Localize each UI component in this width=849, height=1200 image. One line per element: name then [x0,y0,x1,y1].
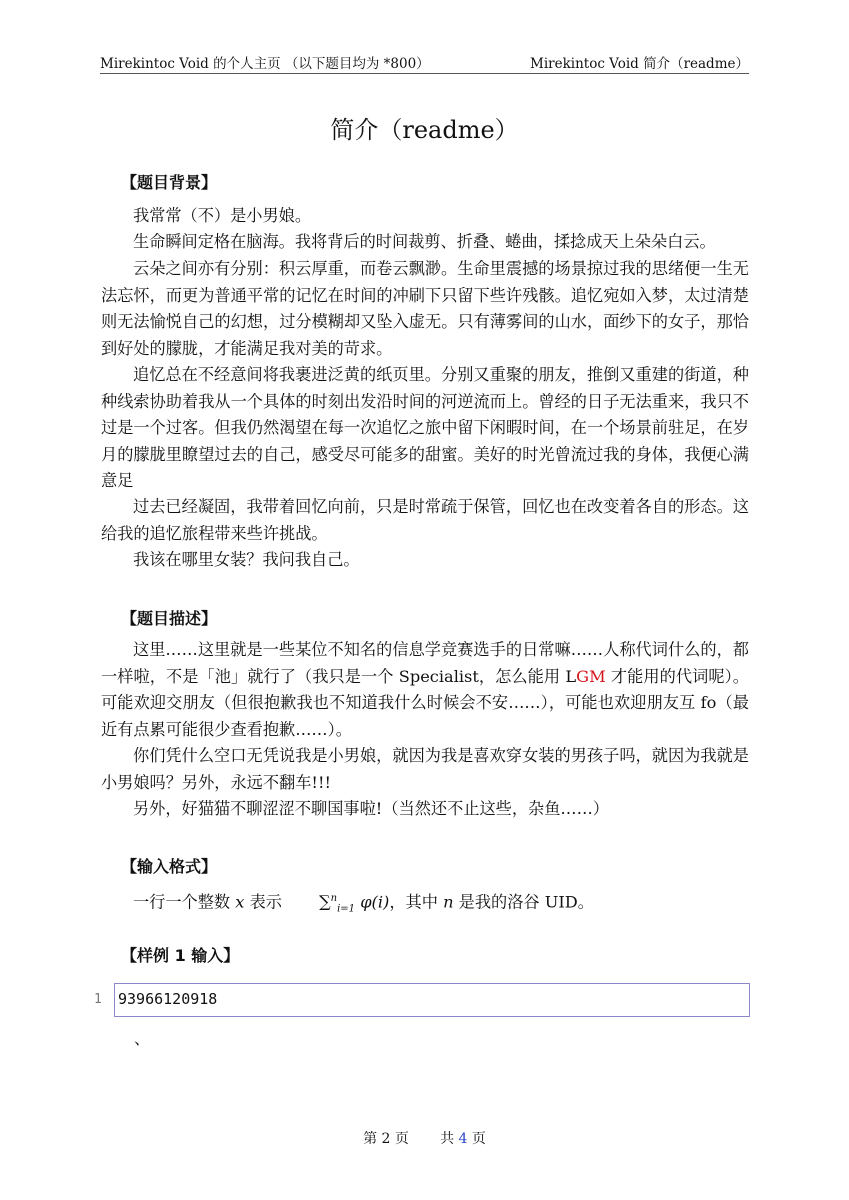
var-n: n [443,892,454,912]
sum-symbol: ∑ [319,892,331,912]
code-line-number: 1 [94,992,102,1007]
description-paragraph-1 [101,637,749,743]
section-heading-input-format: 【输入格式】 [121,857,218,876]
stray-mark: 、 [134,1029,151,1048]
background-paragraph-2: 生命瞬间定格在脑海。我将背后的时间裁剪、折叠、蜷曲，揉捻成天上朵朵白云。 [133,232,716,251]
header-right: Mirekintoc Void 简介（readme） [530,56,749,72]
footer-total-number[interactable]: 4 [458,1131,468,1147]
footer-page-suffix: 页 [390,1131,409,1147]
background-paragraph-6: 我该在哪里女装？我问我自己。 [133,550,360,569]
background-paragraph-4: 追忆总在不经意间将我裹进泛黄的纸页里。分别又重聚的朋友，推倒又重建的街道，种种线索协助着我从一个具体的时刻出发沿时间的河逆流而上。曾经的日子无法重来，我只不过是一个过客。但我仍然渴望在每一次追忆之旅中留下闲暇时间，在一个场景前驻足，在岁月的朦胧里瞭望过去的自己，感受尽可能多的甜蜜。美好的时光曾流过我的身体，我便心满意足 [101,365,749,490]
page-title: 简介（readme） [330,116,519,144]
var-x: x [235,892,245,912]
background-paragraph-1: 我常常（不）是小男娘。 [133,206,312,225]
sample-input-code[interactable]: 93966120918 [118,990,218,1008]
description-paragraph-3: 另外，好猫猫不聊涩涩不聊国事啦!（当然还不止这些，杂鱼……） [133,799,609,818]
description-paragraph-2: 你们凭什么空口无凭说我是小男娘，就因为我是喜欢穿女装的男孩子吗，就因为我就是小男娘吗？另外，永远不翻车!!! [101,746,749,792]
input-format-text [101,886,749,923]
description-p1-after: 才能用的代词呢）。可能欢迎交朋友（但很抱歉我也不知道我什么时候会不安……），可能也欢迎朋友互 fo（最近有点累可能很少查看抱歉……）。 [101,666,749,739]
footer-total-prefix: 共 [440,1131,459,1147]
page-footer [0,1128,849,1148]
section-heading-sample-input: 【样例 1 输入】 [121,946,240,965]
description-p1-before: 这里……这里就是一些某位不知名的信息学竞赛选手的日常嘛……人称代词什么的，都一样啦，不是「池」就行了（我只是一个 Specialist，怎么能用 [101,640,749,686]
background-paragraph-5: 过去已经凝固，我带着回忆向前，只是时常疏于保管，回忆也在改变着各自的形态。这给我的追忆旅程带来些许挑战。 [101,497,749,543]
input-text-comma: ，其中 [389,892,444,912]
header-left: Mirekintoc Void 的个人主页 （以下题目均为 *800） [100,56,430,72]
footer-total-suffix: 页 [467,1131,486,1147]
page-header [100,52,749,74]
section-heading-background: 【题目背景】 [121,173,218,192]
background-paragraph-3: 云朵之间亦有分别：积云厚重，而卷云飘渺。生命里震撼的场景掠过我的思绪便一生无法忘怀，而更为普通平常的记忆在时间的冲刷下只留下些许残骸。追忆宛如入梦，太过清楚则无法愉悦自己的幻想，过分模糊却又坠入虚无。只有薄雾间的山水，面纱下的女子，那恰到好处的朦胧，才能满足我对美的苛求。 [101,259,749,358]
input-text-after: 是我的洛谷 UID。 [453,892,594,912]
sum-upper: n [330,893,338,904]
input-text-before: 一行一个整数 [133,892,236,912]
phi-expression: φ(i) [360,892,390,912]
lgm-l: L [565,666,577,686]
input-text-middle: 表示 [244,892,288,912]
sum-lower: i=1 [337,903,356,915]
lgm-gm: GM [576,666,606,686]
section-heading-description: 【题目描述】 [121,609,218,628]
footer-page-number: 2 [381,1131,391,1147]
footer-page-prefix: 第 [363,1131,382,1147]
